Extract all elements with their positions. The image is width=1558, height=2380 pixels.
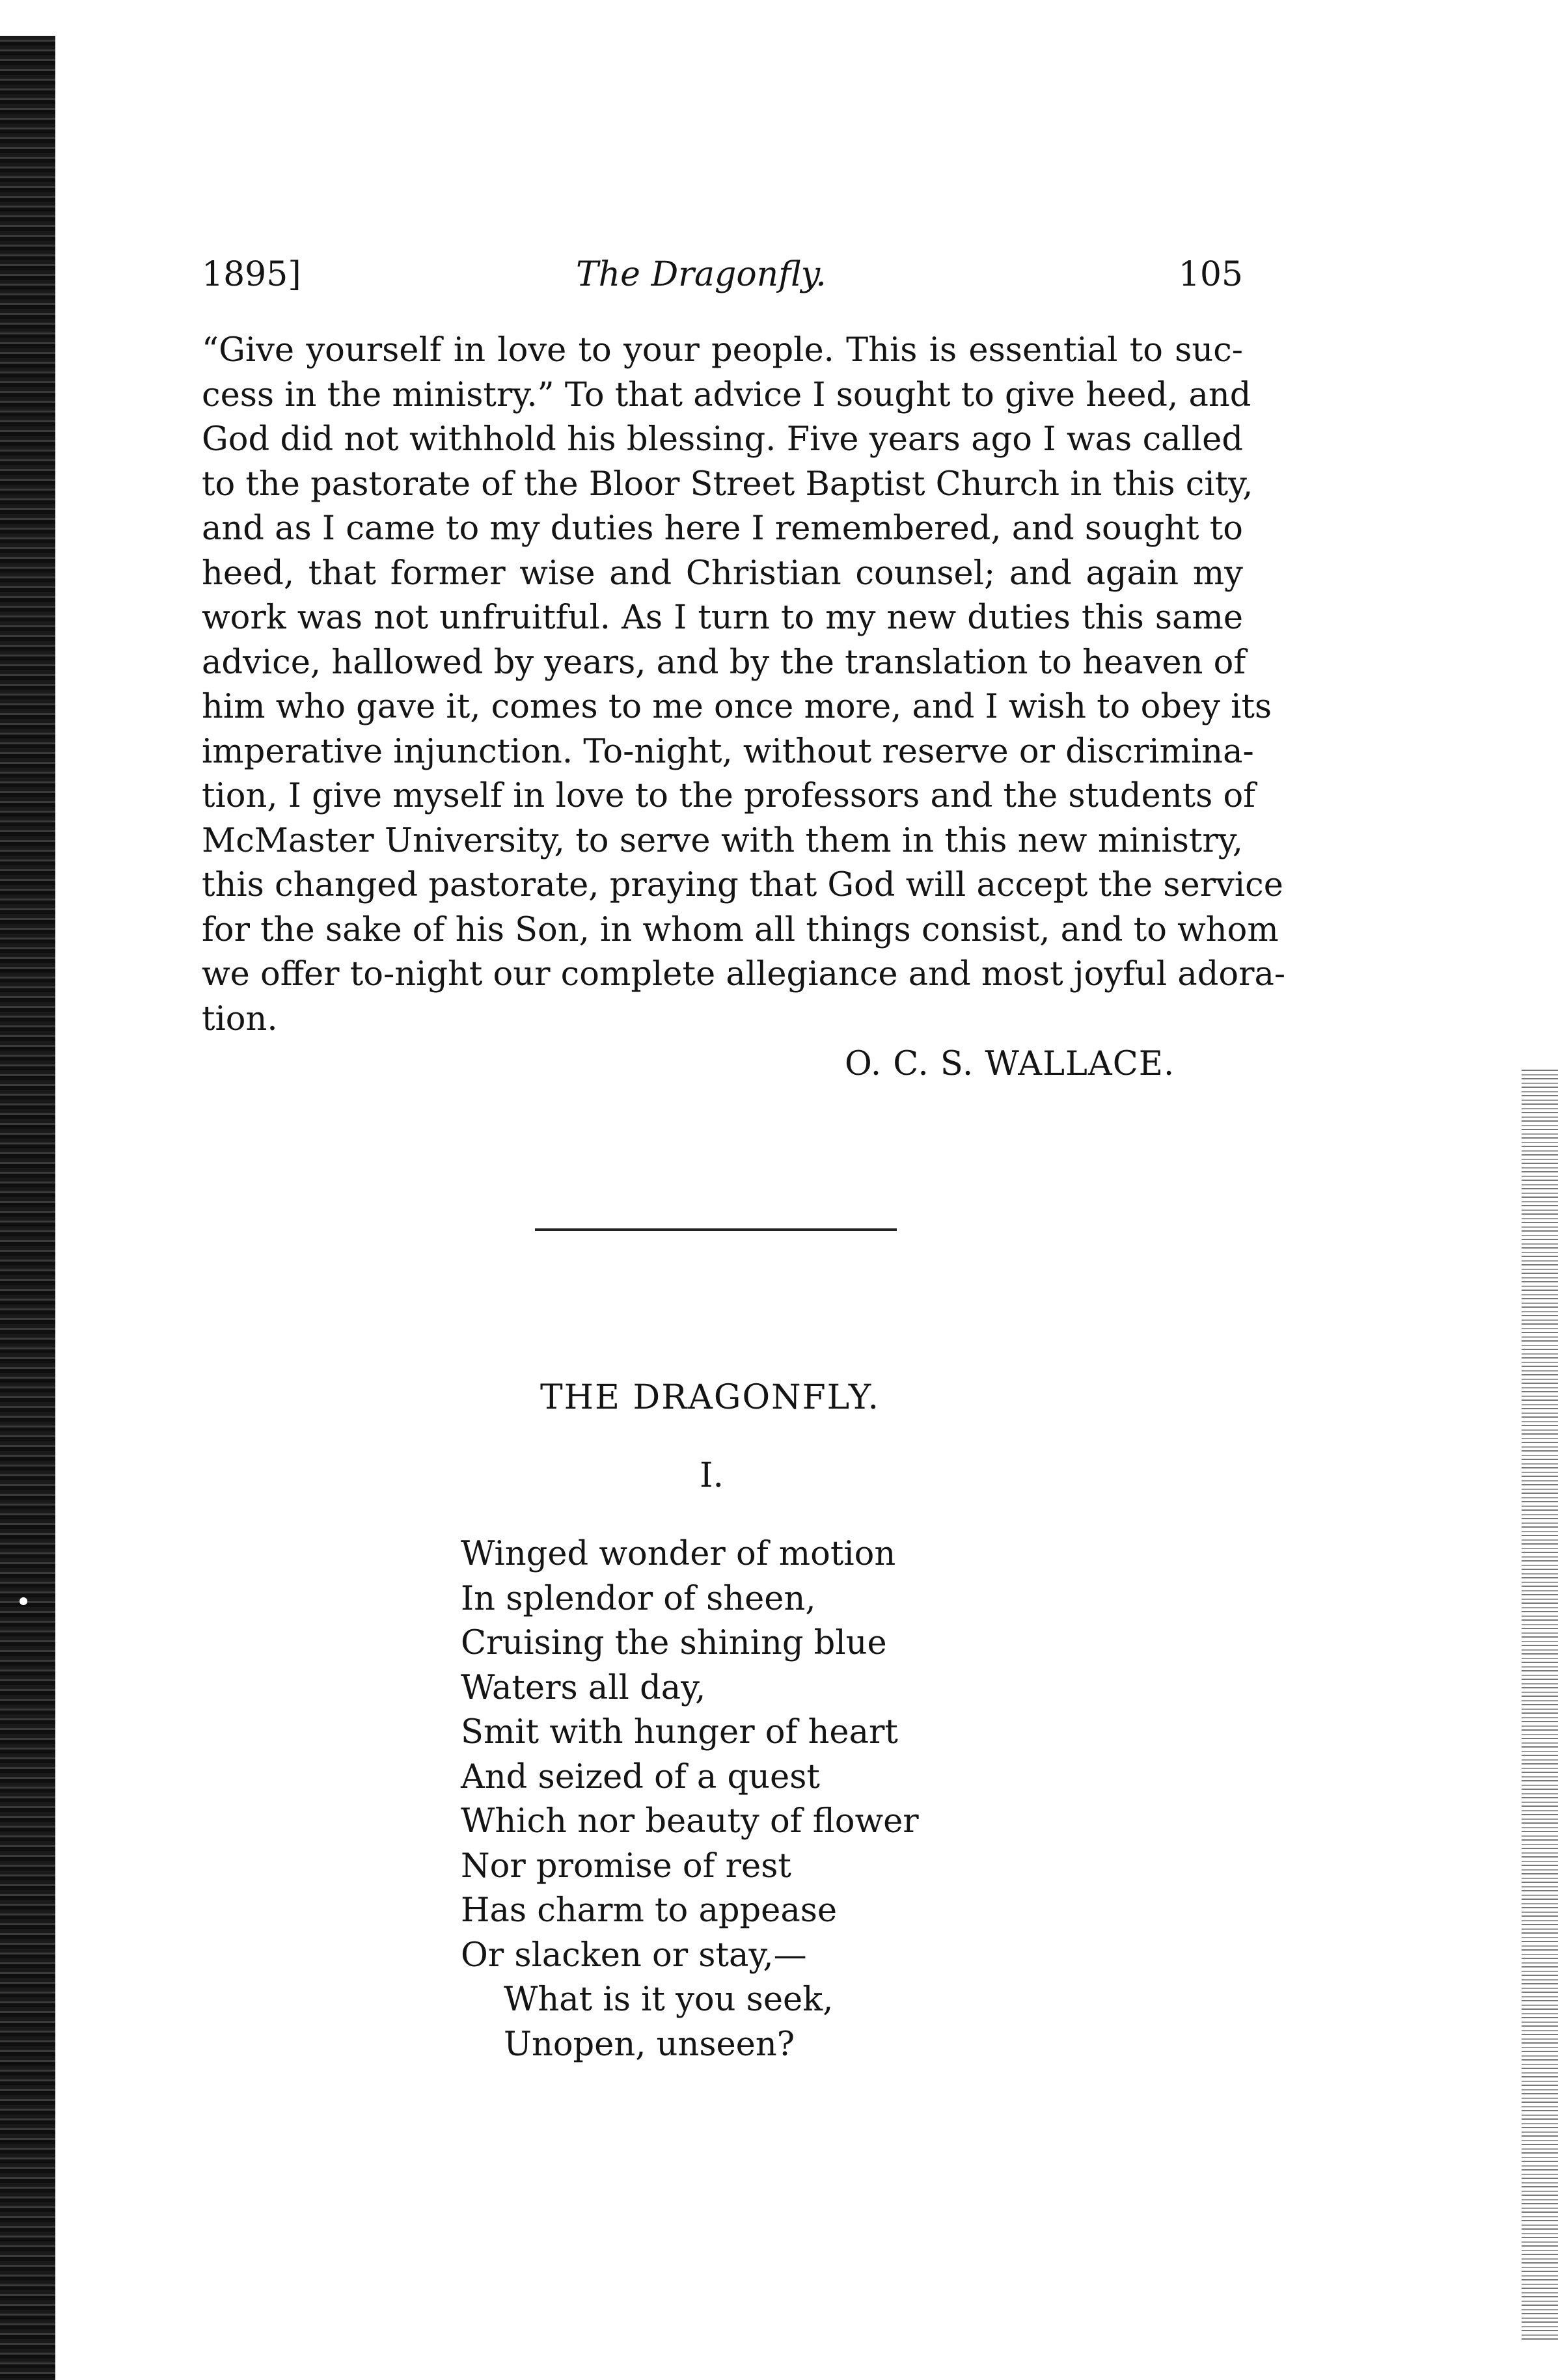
- running-head-year: 1895]: [202, 255, 301, 294]
- scanned-binding-edge: [0, 36, 55, 2380]
- poem-line: Winged wonder of motion: [461, 1535, 896, 1573]
- body-line: tion.: [202, 999, 278, 1038]
- poem-line: Or slacken or stay,—: [461, 1936, 807, 1975]
- body-line: heed, that former wise and Christian counsel; and again my: [202, 554, 1243, 593]
- running-head: [202, 255, 1243, 307]
- body-line: to the pastorate of the Bloor Street Baptist Church in this city,: [202, 465, 1253, 504]
- poem-line: Which nor beauty of flower: [461, 1802, 919, 1841]
- scan-edge-noise: [1522, 1067, 1558, 2342]
- poem-line: And seized of a quest: [461, 1757, 820, 1796]
- body-line: “Give yourself in love to your people. This is essential to suc-: [202, 331, 1243, 370]
- body-line: we offer to-night our complete allegiance and most joyful adora-: [202, 955, 1286, 994]
- body-line: cess in the ministry.” To that advice I sought to give heed, and: [202, 375, 1251, 414]
- poem-line: Cruising the shining blue: [461, 1624, 887, 1662]
- body-line: work was not unfruitful. As I turn to my new duties this same: [202, 599, 1243, 637]
- body-line: tion, I give myself in love to the professors and the students of: [202, 777, 1256, 815]
- poem-title: THE DRAGONFLY.: [540, 1378, 881, 1417]
- body-line: for the sake of his Son, in whom all things consist, and to whom: [202, 910, 1279, 949]
- body-line: this changed pastorate, praying that God will accept the service: [202, 866, 1283, 904]
- poem-line: Waters all day,: [461, 1668, 706, 1707]
- running-head-title: The Dragonfly.: [576, 255, 827, 294]
- poem-stanza: [461, 1532, 919, 2067]
- body-line: and as I came to my duties here I remembered, and sought to: [202, 509, 1243, 548]
- page-number: 105: [1178, 255, 1243, 294]
- poem-line: Smit with hunger of heart: [461, 1713, 898, 1751]
- author-signature: O. C. S. WALLACE.: [845, 1045, 1175, 1083]
- body-line: imperative injunction. To-night, without reserve or discrimina-: [202, 732, 1254, 771]
- body-paragraph: [202, 329, 1286, 1042]
- binding-hole: [20, 1597, 27, 1605]
- poem-line: In splendor of sheen,: [461, 1579, 816, 1618]
- body-line: McMaster University, to serve with them in this new ministry,: [202, 821, 1243, 860]
- poem-line: Nor promise of rest: [461, 1846, 791, 1886]
- poem-line: Unopen, unseen?: [504, 2025, 795, 2064]
- body-line: advice, hallowed by years, and by the translation to heaven of: [202, 643, 1246, 682]
- body-line: him who gave it, comes to me once more, and I wish to obey its: [202, 688, 1272, 726]
- poem-line: Has charm to appease: [461, 1891, 838, 1930]
- body-line: God did not withhold his blessing. Five years ago I was called: [202, 420, 1243, 459]
- section-divider-rule: [535, 1228, 897, 1231]
- poem-section-number: I.: [700, 1456, 724, 1495]
- poem-line: What is it you seek,: [504, 1981, 834, 2019]
